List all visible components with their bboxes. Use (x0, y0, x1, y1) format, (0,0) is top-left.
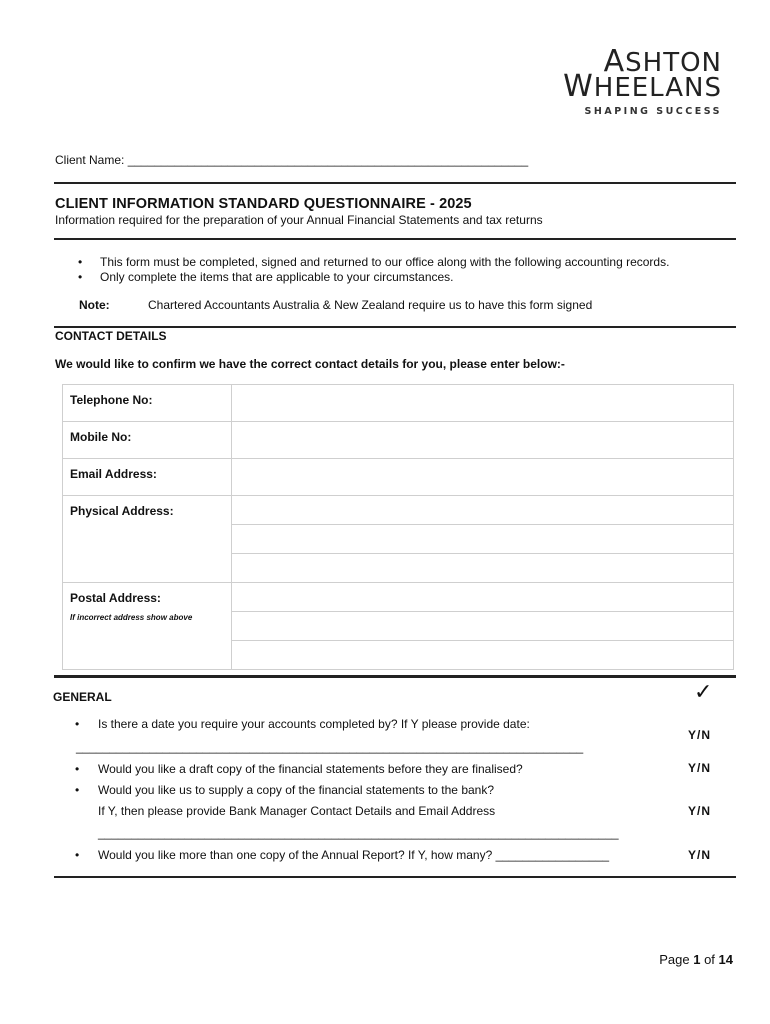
page-word: Page (659, 952, 690, 967)
logo-tagline: SHAPING SUCCESS (584, 106, 722, 117)
physical-address-line-1[interactable] (232, 496, 734, 525)
bullet: • (75, 762, 80, 776)
physical-address-line-2[interactable] (232, 525, 734, 554)
note-text: Chartered Accountants Australia & New Zealand require us to have this form signed (148, 298, 593, 312)
client-name-field[interactable]: Client Name: ____________________________________________________________ (55, 153, 529, 167)
note-label: Note: (79, 298, 110, 312)
question-3-detail: If Y, then please provide Bank Manager Contact Details and Email Address (98, 804, 496, 818)
logo-line-1: ASHTON (603, 44, 722, 79)
yn-toggle-1[interactable]: Y/N (688, 728, 712, 742)
contact-details-heading: CONTACT DETAILS (55, 329, 167, 343)
telephone-label: Telephone No: (63, 385, 232, 422)
total-pages: 14 (718, 952, 733, 967)
postal-address-line-2[interactable] (232, 612, 734, 641)
checkmark-icon: ✓ (694, 680, 713, 705)
telephone-input[interactable] (232, 385, 734, 422)
bullet: • (75, 783, 80, 797)
page-subtitle: Information required for the preparation of your Annual Financial Statements and tax returns (55, 213, 543, 227)
postal-address-label-cell (63, 583, 232, 670)
email-input[interactable] (232, 459, 734, 496)
question-3-bank-field[interactable]: ______________________________________________________________________________ (98, 826, 619, 840)
postal-address-label: Postal Address: (70, 591, 161, 605)
contact-intro: We would like to confirm we have the correct contact details for you, please enter below:- (55, 357, 565, 371)
bullet: • (75, 717, 80, 731)
question-4[interactable]: Would you like more than one copy of the Annual Report? If Y, how many? _________________ (98, 848, 610, 862)
physical-address-line-3[interactable] (232, 554, 734, 583)
current-page: 1 (693, 952, 701, 967)
divider (54, 675, 736, 678)
bullet: • (75, 848, 80, 862)
list-item: • This form must be completed, signed and returned to our office along with the following accounting records. (78, 255, 669, 270)
list-item: • Only complete the items that are applicable to your circumstances. (78, 270, 669, 285)
question-2: Would you like a draft copy of the financial statements before they are finalised? (98, 762, 523, 776)
general-heading: GENERAL (53, 690, 112, 704)
mobile-input[interactable] (232, 422, 734, 459)
email-label: Email Address: (63, 459, 232, 496)
divider (54, 238, 736, 240)
page-title: CLIENT INFORMATION STANDARD QUESTIONNAIRE - 2025 (55, 196, 472, 212)
logo-line-2: WHEELANS (563, 69, 722, 104)
question-1: Is there a date you require your accounts completed by? If Y please provide date: (98, 717, 530, 731)
yn-toggle-3[interactable]: Y/N (688, 804, 712, 818)
mobile-label: Mobile No: (63, 422, 232, 459)
divider (54, 876, 736, 878)
postal-address-line-1[interactable] (232, 583, 734, 612)
of-word: of (704, 952, 715, 967)
postal-address-note: If incorrect address show above (70, 613, 193, 622)
company-logo (563, 44, 722, 117)
yn-toggle-4[interactable]: Y/N (688, 848, 712, 862)
instructions-list (78, 255, 669, 285)
contact-details-table (62, 384, 734, 670)
divider (54, 326, 736, 328)
question-3: Would you like us to supply a copy of the financial statements to the bank? (98, 783, 495, 797)
physical-address-label: Physical Address: (63, 496, 232, 583)
divider (54, 182, 736, 184)
yn-toggle-2[interactable]: Y/N (688, 761, 712, 775)
postal-address-line-3[interactable] (232, 641, 734, 670)
page-number (659, 952, 733, 967)
question-1-date-field[interactable]: ____________________________________________________________________________ (76, 740, 584, 754)
